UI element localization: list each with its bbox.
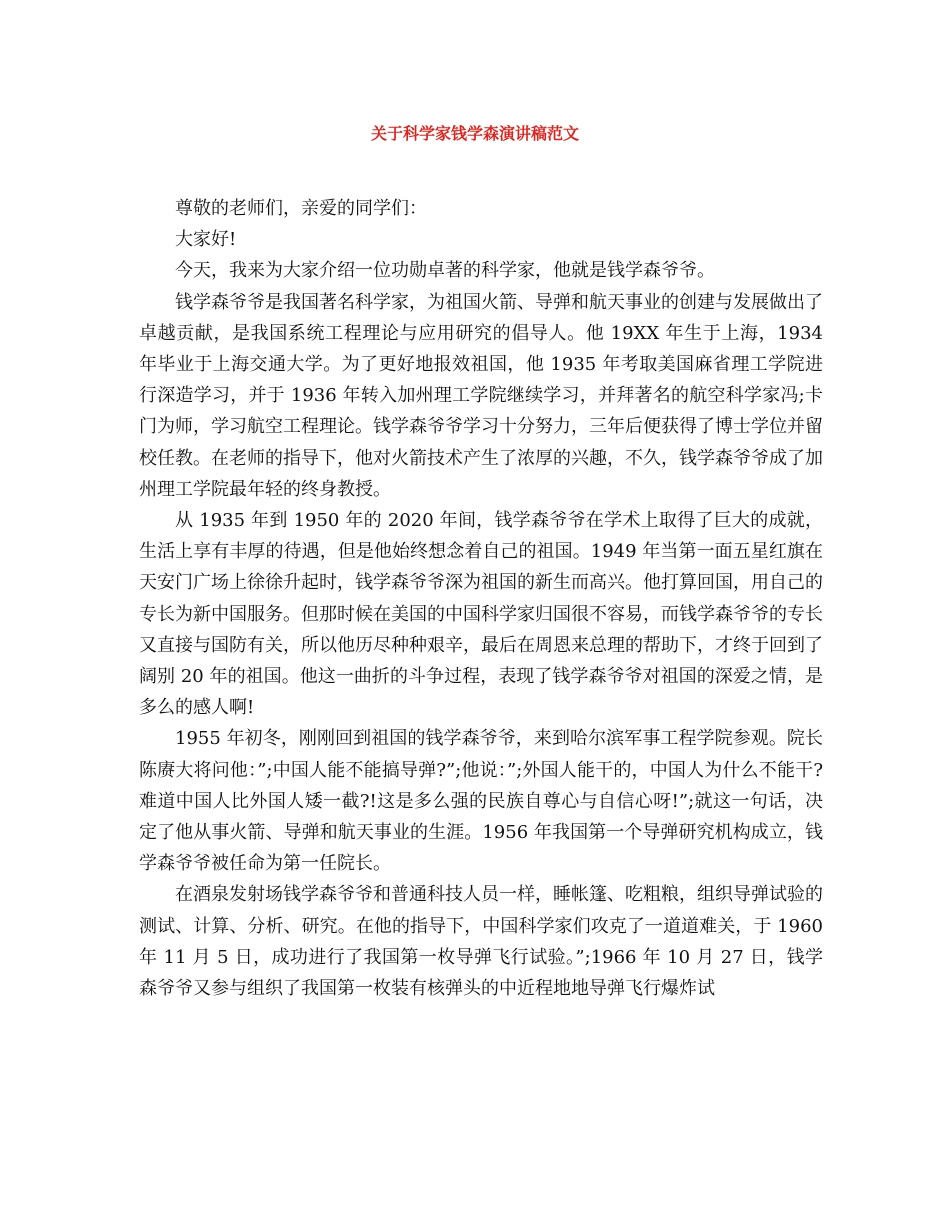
paragraph-return-home: 从 1935 年到 1950 年的 2020 年间，钱学森爷爷在学术上取得了巨大的成就，生活上享有丰厚的待遇，但是他始终想念着自己的祖国。1949 年当第一面五星红旗在天安门广场上徐徐升起时，钱学森爷爷深为祖国的新生而高兴。他打算回国，用自己的专长为新中国服务。但那时候在美国的中国科学家归国很不容易，而钱学森爷爷的专长又直接与国防有关，所以他历尽种种艰辛，最后在周恩来总理的帮助下，才终于回到了阔别 20 年的祖国。他这一曲折的斗争过程，表现了钱学森爷爷对祖国的深爱之情，是多么的感人啊! (139, 510, 824, 719)
paragraph-biography: 钱学森爷爷是我国著名科学家，为祖国火箭、导弹和航天事业的创建与发展做出了卓越贡献，是我国系统工程理论与应用研究的倡导人。他 19XX 年生于上海，1934 年毕业于上海交通大学。为了更好地报效祖国，他 1935 年考取美国麻省理工学院进行深造学习，并于 1936 年转入加州理工学院继续学习，并拜著名的航空科学家冯;卡门为师，学习航空工程理论。钱学森爷爷学习十分努力，三年后便获得了博士学位并留校任教。在老师的指导下，他对火箭技术产生了浓厚的兴趣，不久，钱学森爷爷成了加州理工学院最年轻的终身教授。 (139, 291, 823, 500)
paragraph-jiuquan-launch: 在酒泉发射场钱学森爷爷和普通科技人员一样，睡帐篷、吃粗粮，组织导弹试验的测试、计算、分析、研究。在他的指导下，中国科学家们攻克了一道道难关，于 1960 年 11 月 5 日，成功进行了我国第一枚导弹飞行试验。”;1966 年 10 月 27 日，钱学森爷爷又参与组织了我国第一枚装有核弹头的中近程地地导弹飞行爆炸试 (139, 884, 823, 1000)
paragraph-salutation: 尊敬的老师们，亲爱的同学们： (175, 198, 427, 219)
paragraph-intro: 今天，我来为大家介绍一位功勋卓著的科学家，他就是钱学森爷爷。 (175, 260, 715, 282)
document-title: 关于科学家钱学森演讲稿范文 (370, 124, 579, 143)
paragraph-greeting: 大家好! (175, 229, 237, 251)
paragraph-harbin-visit: 1955 年初冬，刚刚回到祖国的钱学森爷爷，来到哈尔滨军事工程学院参观。院长陈赓大将问他：”;中国人能不能搞导弹?”;他说：”;外国人能干的，中国人为什么不能干?难道中国人比外国人矮一截?!这是多么强的民族自尊心与自信心呀!”;就这一句话，决定了他从事火箭、导弹和航天事业的生涯。1956 年我国第一个导弹研究机构成立，钱学森爷爷被任命为第一任院长。 (139, 728, 823, 875)
document-body (139, 193, 823, 1004)
